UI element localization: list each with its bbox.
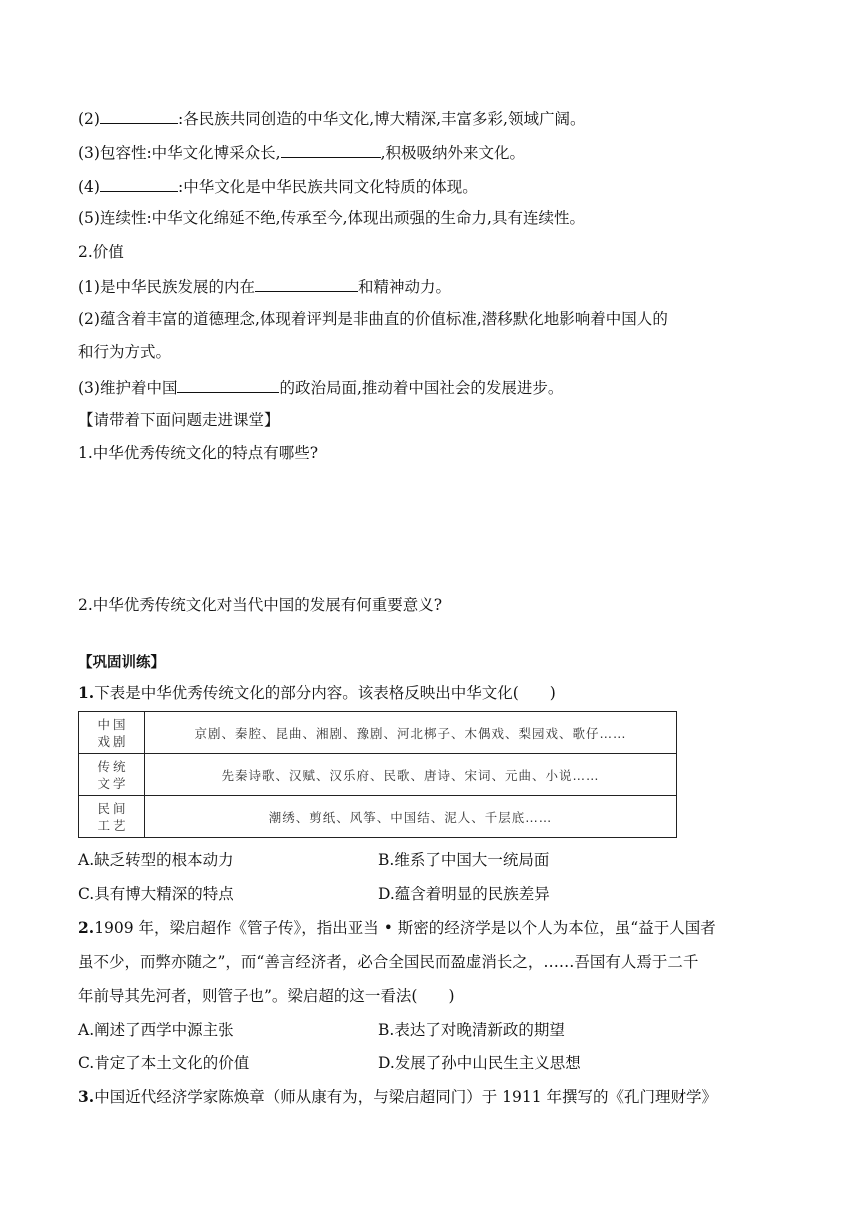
- feature-item-2: (2) :各民族共同创造的中华文化,博大精深,丰富多彩,领域广阔。: [78, 107, 585, 129]
- table-category-cell: 中国 戏剧: [79, 712, 145, 754]
- q1-option-c[interactable]: C.具有博大精深的特点: [78, 885, 234, 903]
- question-2: 2.中华优秀传统文化对当代中国的发展有何重要意义?: [78, 596, 443, 614]
- practice-heading: 【巩固训练】: [78, 654, 165, 671]
- feature-item-3: (3)包容性:中华文化博采众长, ,积极吸纳外来文化。: [78, 141, 525, 163]
- q2-option-b[interactable]: B.表达了对晚清新政的期望: [378, 1021, 565, 1039]
- value-item-2-line-2: 和行为方式。: [78, 343, 172, 361]
- culture-table: [78, 711, 677, 838]
- q2-option-c[interactable]: C.肯定了本土文化的价值: [78, 1054, 250, 1072]
- fill-blank[interactable]: [255, 275, 358, 292]
- practice-question-2-line-1: 2.1909 年，梁启超作《管子传》，指出亚当 • 斯密的经济学是以个人为本位，虽“益于人国者: [78, 918, 716, 937]
- table-items-cell: 先秦诗歌、汉赋、汉乐府、民歌、唐诗、宋词、元曲、小说……: [145, 754, 677, 796]
- fill-blank[interactable]: [281, 141, 381, 158]
- questions-heading: 【请带着下面问题走进课堂】: [78, 411, 280, 429]
- feature-item-4: (4) :中华文化是中华民族共同文化特质的体现。: [78, 175, 478, 197]
- q2-option-a[interactable]: A.阐述了西学中源主张: [78, 1021, 234, 1039]
- q1-option-d[interactable]: D.蕴含着明显的民族差异: [378, 885, 550, 903]
- q1-option-a[interactable]: A.缺乏转型的根本动力: [78, 851, 234, 869]
- practice-question-2-line-2: 虽不少，而弊亦随之”，而“善言经济者，必合全国民而盈虚消长之，……吾国有人焉于二千: [78, 953, 699, 971]
- q1-option-b[interactable]: B.维系了中国大一统局面: [378, 851, 550, 869]
- value-heading: 2.价值: [78, 243, 124, 261]
- feature-item-5: (5)连续性:中华文化绵延不绝,传承至今,体现出顽强的生命力,具有连续性。: [78, 209, 585, 227]
- question-1: 1.中华优秀传统文化的特点有哪些?: [78, 444, 319, 462]
- practice-question-3-line-1: 3.中国近代经济学家陈焕章（师从康有为，与梁启超同门）于 1911 年撰写的《孔门理财学》: [78, 1087, 717, 1106]
- value-item-3: (3)维护着中国 的政治局面,推动着中国社会的发展进步。: [78, 376, 563, 398]
- table-category-cell: 传统 文学: [79, 754, 145, 796]
- value-item-1: (1)是中华民族发展的内在 和精神动力。: [78, 275, 451, 297]
- q2-option-d[interactable]: D.发展了孙中山民生主义思想: [378, 1054, 581, 1072]
- fill-blank[interactable]: [177, 376, 279, 393]
- table-row: [79, 796, 677, 838]
- fill-blank[interactable]: [100, 175, 178, 192]
- fill-blank[interactable]: [100, 107, 178, 124]
- practice-question-1: 1.下表是中华优秀传统文化的部分内容。该表格反映出中华文化( ): [78, 683, 556, 702]
- table-row: [79, 712, 677, 754]
- practice-question-2-line-3: 年前导其先河者，则管子也”。梁启超的这一看法( ): [78, 987, 455, 1005]
- table-items-cell: 潮绣、剪纸、风筝、中国结、泥人、千层底……: [145, 796, 677, 838]
- table-items-cell: 京剧、秦腔、昆曲、湘剧、豫剧、河北梆子、木偶戏、梨园戏、歌仔……: [145, 712, 677, 754]
- table-row: [79, 754, 677, 796]
- value-item-2-line-1: (2)蕴含着丰富的道德理念,体现着评判是非曲直的价值标准,潜移默化地影响着中国人的: [78, 310, 668, 328]
- table-category-cell: 民间 工艺: [79, 796, 145, 838]
